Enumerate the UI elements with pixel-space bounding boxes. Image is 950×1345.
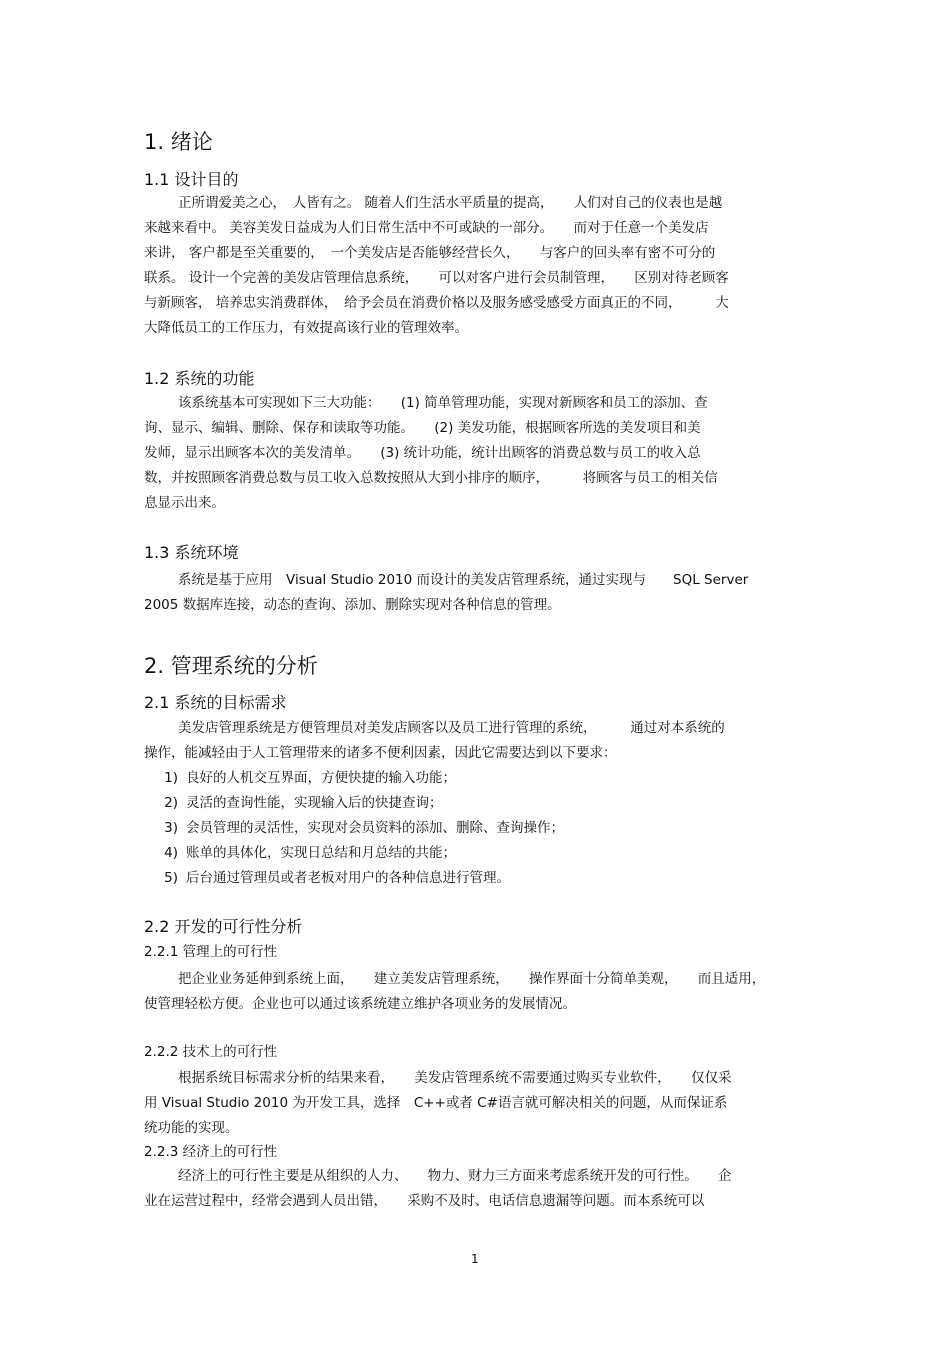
paragraph-line: 正所谓爱美之心， 人皆有之。 随着人们生活水平质量的提高， 人们对自己的仪表也是越 — [178, 195, 723, 211]
paragraph-line: 操作，能减轻由于人工管理带来的诸多不便利因素，因此它需要达到以下要求： — [144, 745, 617, 761]
heading-1-1: 1.1 设计目的 — [144, 170, 239, 189]
paragraph-line: 使管理轻松方便。企业也可以通过该系统建立维护各项业务的发展情况。 — [144, 996, 576, 1012]
heading-2: 2. 管理系统的分析 — [144, 654, 318, 678]
paragraph-line: 统功能的实现。 — [144, 1120, 239, 1136]
paragraph-line: 该系统基本可实现如下三大功能： (1) 简单管理功能，实现对新顾客和员工的添加、查 — [178, 395, 708, 411]
paragraph-line: 大降低员工的工作压力，有效提高该行业的管理效率。 — [144, 320, 468, 336]
heading-1-3: 1.3 系统环境 — [144, 543, 239, 562]
paragraph-line: 美发店管理系统是方便管理员对美发店顾客以及员工进行管理的系统， 通过对本系统的 — [178, 720, 725, 736]
page-number: 1 — [471, 1252, 479, 1266]
paragraph-line: 业在运营过程中，经常会遇到人员出错， 采购不及时、电话信息遗漏等问题。而本系统可以 — [144, 1193, 705, 1209]
paragraph-line: 与新顾客， 培养忠实消费群体， 给予会员在消费价格以及服务感受感受方面真正的不同， 大 — [144, 295, 729, 311]
paragraph-line: 经济上的可行性主要是从组织的人力、 物力、财力三方面来考虑系统开发的可行性。 企 — [178, 1168, 732, 1184]
list-item — [144, 843, 456, 863]
paragraph-line: 来讲， 客户都是至关重要的， 一个美发店是否能够经营长久， 与客户的回头率有密不可分的 — [144, 245, 716, 261]
list-item — [144, 768, 456, 788]
heading-2-2: 2.2 开发的可行性分析 — [144, 917, 303, 936]
list-item — [144, 868, 510, 888]
list-item-number: 4) — [164, 845, 178, 861]
paragraph-line: 询、显示、编辑、删除、保存和读取等功能。 (2) 美发功能，根据顾客所选的美发项目和美 — [144, 420, 701, 436]
heading-2-2-3: 2.2.3 经济上的可行性 — [144, 1144, 278, 1160]
paragraph-line: 来越来看中。 美容美发日益成为人们日常生活中不可或缺的一部分。 而对于任意一个美发店 — [144, 220, 709, 236]
paragraph-line: 息显示出来。 — [144, 495, 225, 511]
paragraph-line: 把企业业务延伸到系统上面， 建立美发店管理系统， 操作界面十分简单美观， 而且适用， — [178, 971, 766, 987]
heading-2-1: 2.1 系统的目标需求 — [144, 693, 287, 712]
list-item-text: 账单的具体化，实现日总结和月总结的共能； — [186, 845, 456, 861]
paragraph-line: 用 Visual Studio 2010 为开发工具，选择 C++或者 C#语言就可解决相关的问题，从而保证系 — [144, 1095, 728, 1111]
paragraph-line: 发师，显示出顾客本次的美发清单。 (3) 统计功能，统计出顾客的消费总数与员工的收入总 — [144, 445, 701, 461]
paragraph-line: 2005 数据库连接，动态的查询、添加、删除实现对各种信息的管理。 — [144, 597, 561, 613]
paragraph-line: 系统是基于应用 Visual Studio 2010 而设计的美发店管理系统，通过实现与 SQL Server — [178, 572, 749, 588]
list-item-number: 2) — [164, 795, 178, 811]
list-item — [144, 793, 443, 813]
paragraph-line: 联系。 设计一个完善的美发店管理信息系统， 可以对客户进行会员制管理， 区别对待老顾客 — [144, 270, 729, 286]
heading-2-2-2: 2.2.2 技术上的可行性 — [144, 1044, 278, 1060]
list-item-text: 灵活的查询性能，实现输入后的快捷查询； — [186, 795, 443, 811]
list-item — [144, 818, 564, 838]
list-item-text: 后台通过管理员或者老板对用户的各种信息进行管理。 — [186, 870, 510, 886]
heading-1-2: 1.2 系统的功能 — [144, 369, 255, 388]
paragraph-line: 根据系统目标需求分析的结果来看， 美发店管理系统不需要通过购买专业软件， 仅仅采 — [178, 1070, 732, 1086]
heading-2-2-1: 2.2.1 管理上的可行性 — [144, 944, 278, 960]
list-item-number: 1) — [164, 770, 178, 786]
heading-1: 1. 绪论 — [144, 130, 213, 154]
list-item-number: 5) — [164, 870, 178, 886]
paragraph-line: 数，并按照顾客消费总数与员工收入总数按照从大到小排序的顺序， 将顾客与员工的相关信 — [144, 470, 718, 486]
list-item-text: 良好的人机交互界面，方便快捷的输入功能； — [186, 770, 456, 786]
list-item-number: 3) — [164, 820, 178, 836]
list-item-text: 会员管理的灵活性，实现对会员资料的添加、删除、查询操作； — [186, 820, 564, 836]
